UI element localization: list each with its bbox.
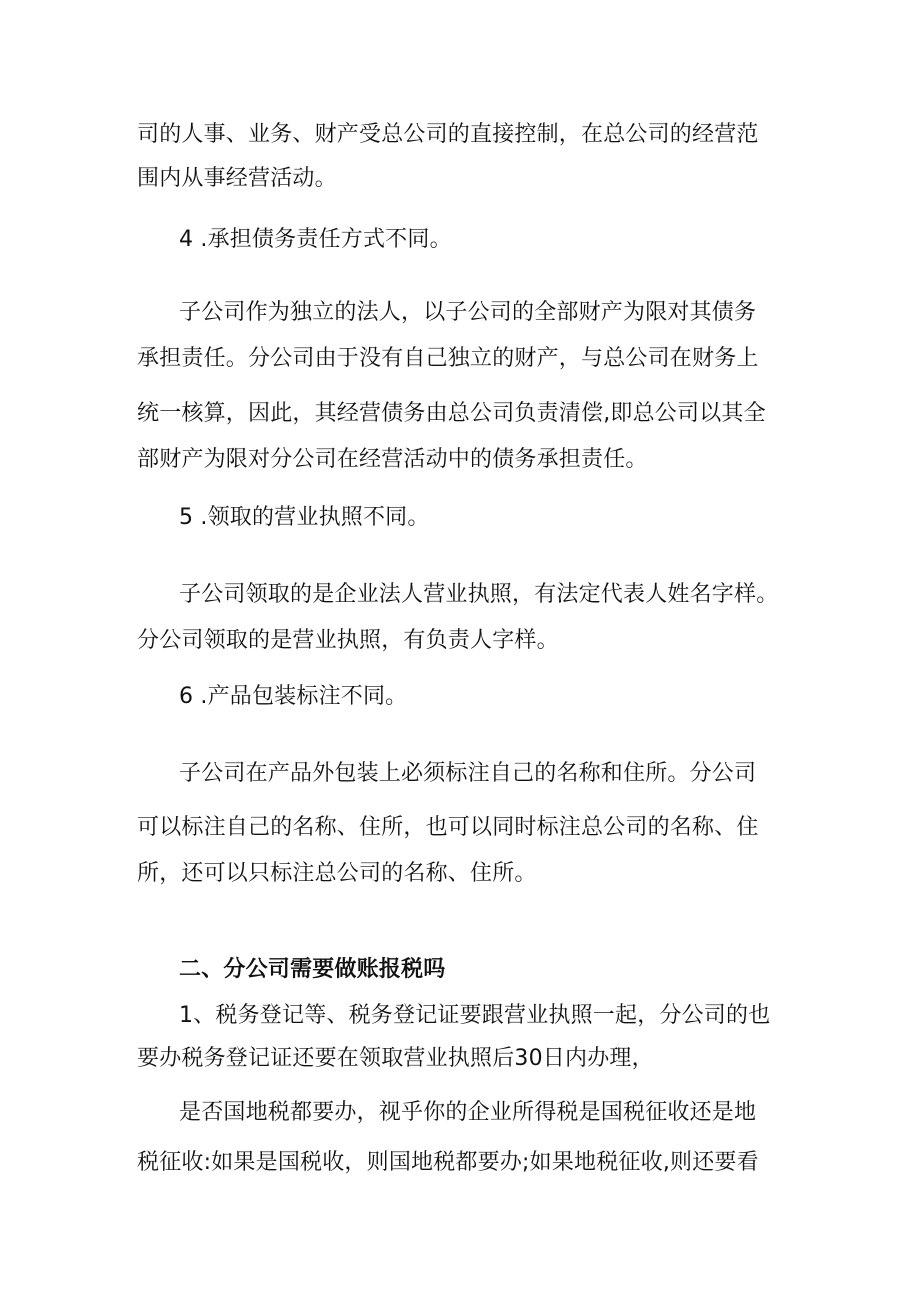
section-heading: 二、分公司需要做账报税吗 (179, 957, 446, 982)
paragraph-line: 统一核算，因此，其经营债务由总公司负责清偿,即总公司以其全 (137, 401, 766, 426)
paragraph-line: 税征收:如果是国税收，则国地税都要办;如果地税征收,则还要看 (137, 1150, 759, 1175)
paragraph-line: 子公司领取的是企业法人营业执照，有法定代表人姓名字样。 (179, 582, 779, 607)
paragraph-line: 是否国地税都要办，视乎你的企业所得税是国税征收还是地 (179, 1100, 757, 1125)
paragraph-line: 围内从事经营活动。 (137, 166, 337, 191)
paragraph-line: 1、税务登记等、税务登记证要跟营业执照一起，分公司的也 (179, 1003, 771, 1028)
list-heading: 5 .领取的营业执照不同。 (179, 505, 430, 530)
paragraph-line: 部财产为限对分公司在经营活动中的债务承担责任。 (137, 447, 648, 472)
paragraph-line: 承担责任。分公司由于没有自己独立的财产，与总公司在财务上 (137, 346, 759, 371)
paragraph-line: 所，还可以只标注总公司的名称、住所。 (137, 861, 537, 886)
list-heading: 6 .产品包装标注不同。 (179, 684, 408, 709)
paragraph-line: 分公司领取的是营业执照，有负责人字样。 (137, 628, 559, 653)
paragraph-line: 可以标注自己的名称、住所，也可以同时标注总公司的名称、住 (137, 815, 759, 840)
list-heading: 4 .承担债务责任方式不同。 (179, 227, 452, 252)
paragraph-line: 子公司在产品外包装上必须标注自己的名称和住所。分公司 (179, 761, 757, 786)
paragraph-line: 子公司作为独立的法人，以子公司的全部财产为限对其债务 (179, 300, 757, 325)
paragraph-line: 司的人事、业务、财产受总公司的直接控制，在总公司的经营范 (137, 122, 759, 147)
paragraph-line: 要办税务登记证还要在领取营业执照后30日内办理， (137, 1046, 654, 1071)
